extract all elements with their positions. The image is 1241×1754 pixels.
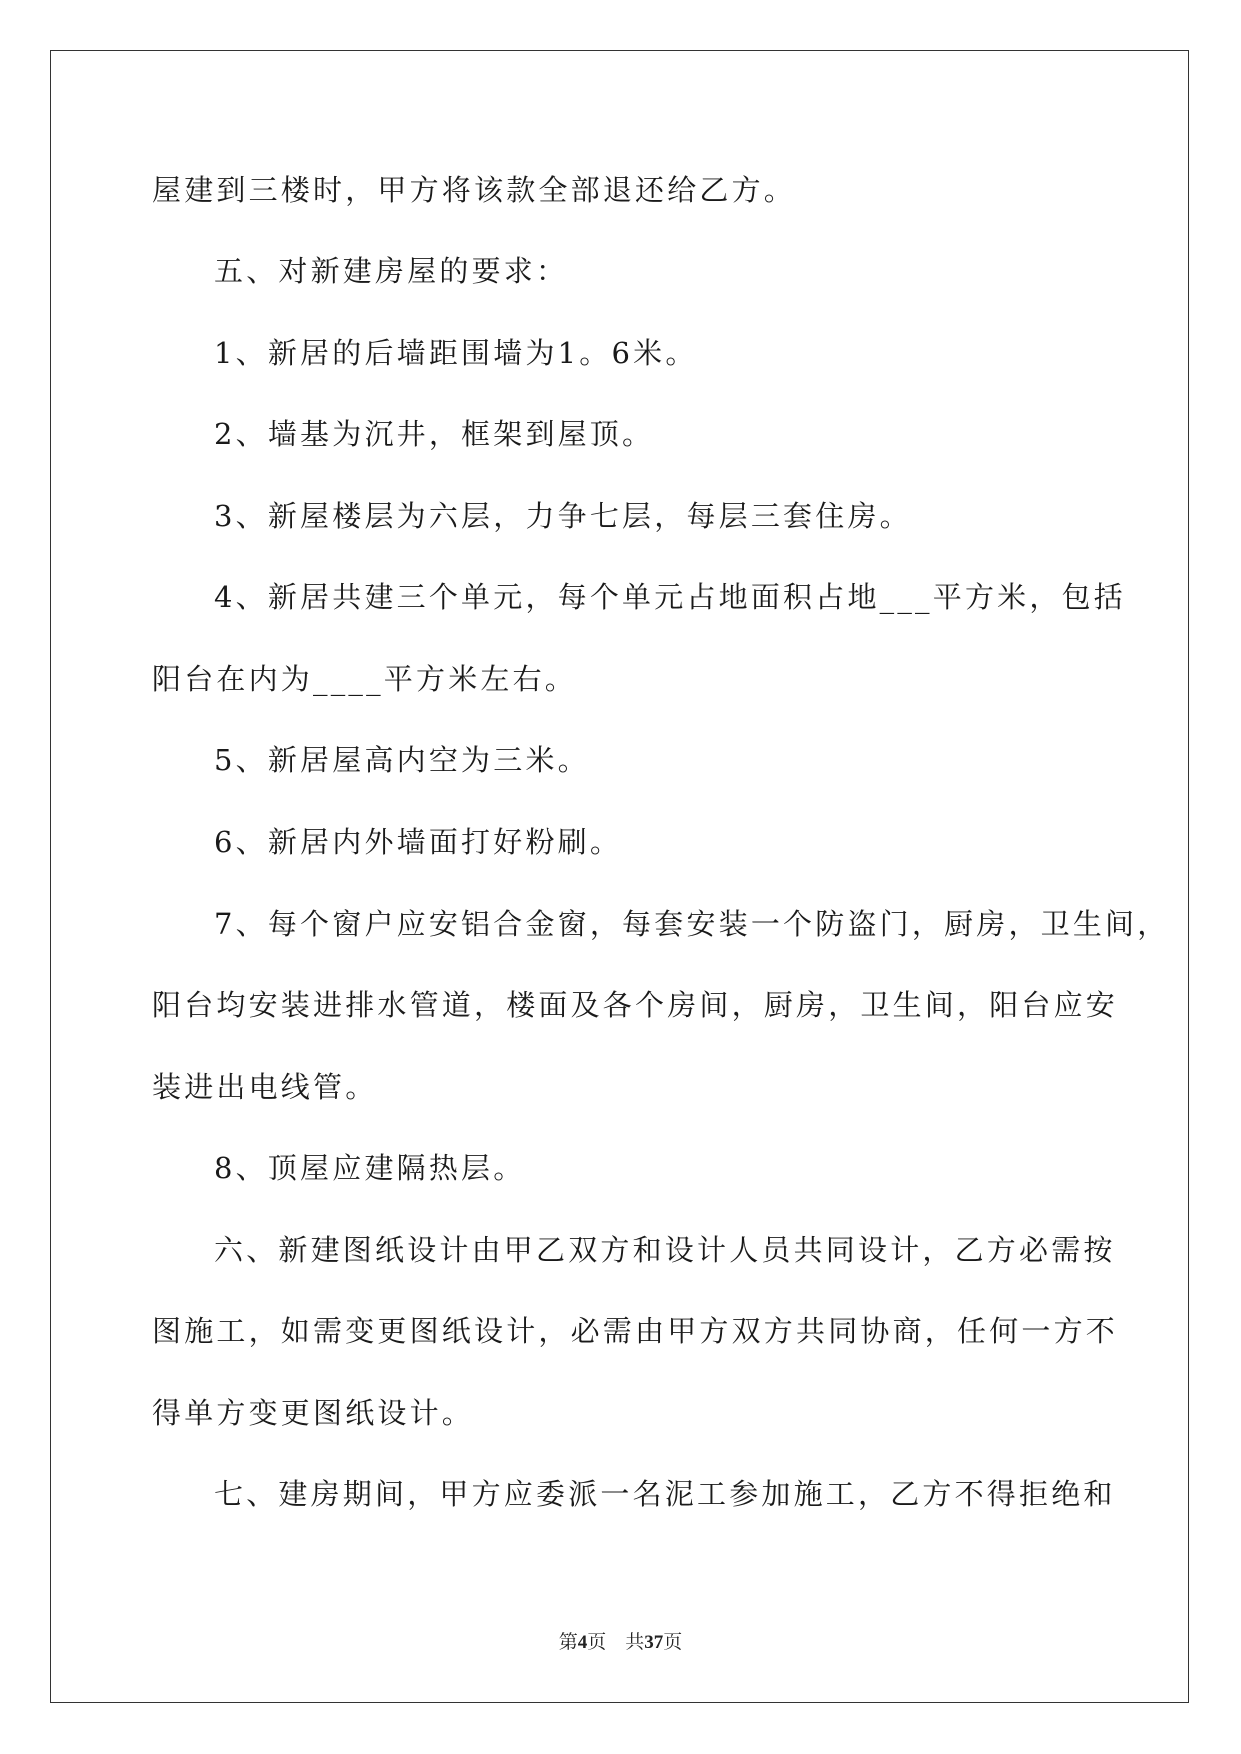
paragraph-line: 装进出电线管。 [152,1070,378,1104]
list-item: 3、新屋楼层为六层，力争七层，每层三套住房。 [214,499,912,533]
paragraph-line: 屋建到三楼时，甲方将该款全部退还给乙方。 [152,173,797,207]
list-item: 2、墙基为沉井，框架到屋顶。 [214,417,655,451]
page-number: 4 [577,1632,588,1653]
page-suffix: 页 [587,1632,607,1653]
list-item: 4、新居共建三个单元，每个单元占地面积占地___平方米，包括 [214,580,1126,614]
list-item: 6、新居内外墙面打好粉刷。 [214,825,623,859]
page-footer [0,1627,1241,1654]
section-heading-6: 六、新建图纸设计由甲乙双方和设计人员共同设计，乙方必需按 [214,1233,1116,1267]
total-pages: 37 [644,1632,664,1653]
list-item: 8、顶屋应建隔热层。 [214,1151,526,1185]
section-heading-5: 五、对新建房屋的要求： [214,254,569,288]
list-item: 5、新居屋高内空为三米。 [214,743,590,777]
total-suffix: 页 [663,1632,683,1653]
paragraph-line: 阳台在内为____平方米左右。 [152,662,578,696]
list-item: 7、每个窗户应安铝合金窗，每套安装一个防盗门，厨房，卫生间， [214,907,1170,941]
list-item: 1、新居的后墙距围墙为1。6米。 [214,336,698,370]
section-heading-7: 七、建房期间，甲方应委派一名泥工参加施工，乙方不得拒绝和 [214,1477,1116,1511]
page-prefix: 第 [558,1632,578,1653]
paragraph-line: 得单方变更图纸设计。 [152,1396,475,1430]
paragraph-line: 阳台均安装进排水管道，楼面及各个房间，厨房，卫生间，阳台应安 [152,988,1119,1022]
total-prefix: 共 [625,1632,645,1653]
paragraph-line: 图施工，如需变更图纸设计，必需由甲方双方共同协商，任何一方不 [152,1314,1119,1348]
page-border [50,50,1189,1703]
